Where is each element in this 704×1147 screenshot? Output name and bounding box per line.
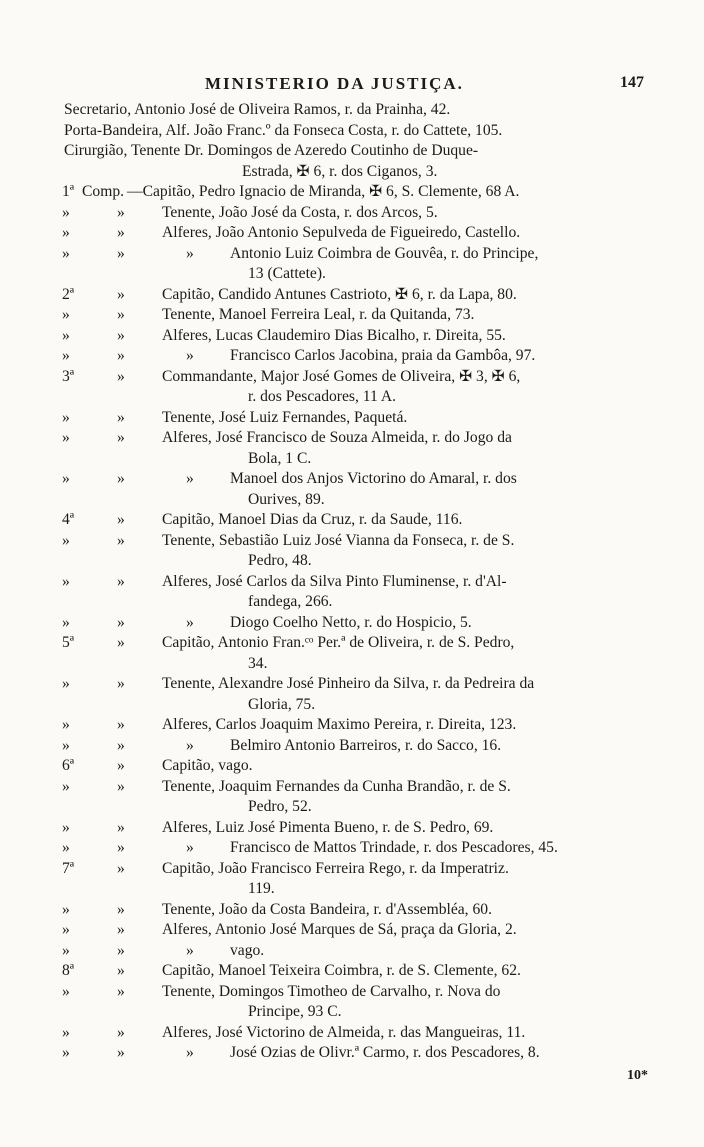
ditto-mark: Comp. bbox=[82, 183, 125, 200]
company-number: » bbox=[62, 613, 70, 631]
ditto-mark: » bbox=[117, 285, 125, 303]
ditto-mark: » bbox=[117, 962, 125, 979]
company-number: » bbox=[62, 306, 70, 323]
ditto-mark: » bbox=[117, 224, 125, 241]
entry-continuation bbox=[0, 592, 704, 613]
continuation-text: fandega, 266. bbox=[248, 593, 333, 610]
continuation-text: 34. bbox=[248, 654, 268, 672]
ditto-mark: » bbox=[117, 941, 125, 959]
entry-text: Belmiro Antonio Barreiros, r. do Sacco, 16. bbox=[230, 736, 502, 754]
entry-continuation bbox=[0, 387, 704, 408]
company-number: 1ª bbox=[62, 183, 75, 200]
entry-text: Tenente, Domingos Timotheo de Carvalho, r. Nova do bbox=[162, 982, 501, 1000]
entry-text: Alferes, Carlos Joaquim Maximo Pereira, r. Direita, 123. bbox=[162, 716, 517, 733]
ditto-mark: » bbox=[117, 921, 125, 938]
entry-text: Tenente, Joaquim Fernandes da Cunha Brandão, r. de S. bbox=[162, 777, 511, 795]
entry-text: Tenente, João José da Costa, r. dos Arcos, 5. bbox=[162, 203, 438, 221]
ditto-mark: » bbox=[117, 511, 125, 528]
ditto-mark: » bbox=[117, 634, 125, 651]
company-number: » bbox=[62, 326, 70, 344]
ditto-mark: » bbox=[117, 613, 125, 631]
entry-text: Alferes, Lucas Claudemiro Dias Bicalho, r. Direita, 55. bbox=[162, 326, 506, 344]
entry-line bbox=[0, 756, 704, 777]
running-header bbox=[0, 74, 704, 98]
entry-line bbox=[0, 428, 704, 449]
entry-line bbox=[0, 818, 704, 839]
continuation-text: Pedro, 48. bbox=[248, 552, 312, 569]
staff-text: Cirurgião, Tenente Dr. Domingos de Azeredo Coutinho de Duque- bbox=[64, 142, 479, 159]
entry-continuation bbox=[0, 264, 704, 285]
entry-line bbox=[0, 941, 704, 962]
entry-line bbox=[0, 736, 704, 757]
company-number: 7ª bbox=[62, 859, 75, 877]
staff-text: Secretario, Antonio José de Oliveira Ramos, r. da Prainha, 42. bbox=[64, 101, 451, 118]
entry-text: Tenente, Sebastião Luiz José Vianna da Fonseca, r. de S. bbox=[162, 531, 515, 549]
entry-line bbox=[0, 1023, 704, 1044]
entry-line bbox=[0, 326, 704, 347]
entry-line bbox=[0, 203, 704, 224]
entry-text: Francisco de Mattos Trindade, r. dos Pescadores, 45. bbox=[230, 839, 558, 856]
ditto-mark: » bbox=[117, 244, 125, 262]
company-number: » bbox=[62, 900, 70, 918]
signature-mark: 10* bbox=[627, 1068, 648, 1083]
entry-line bbox=[0, 613, 704, 634]
ditto-mark: » bbox=[117, 572, 125, 590]
entry-line bbox=[0, 715, 704, 736]
company-number: » bbox=[62, 716, 70, 733]
entry-continuation bbox=[0, 654, 704, 675]
entry-line bbox=[0, 1043, 704, 1064]
company-number: » bbox=[62, 941, 70, 959]
entry-line bbox=[0, 633, 704, 654]
ditto-mark: » bbox=[117, 859, 125, 877]
ditto-mark: » bbox=[117, 367, 125, 385]
entry-line bbox=[0, 367, 704, 388]
entry-text: Alferes, José Carlos da Silva Pinto Fluminense, r. d'Al- bbox=[162, 572, 507, 590]
company-number: 3ª bbox=[62, 367, 75, 385]
ditto-mark: » bbox=[186, 347, 194, 364]
entry-line bbox=[0, 859, 704, 880]
entry-continuation bbox=[0, 551, 704, 572]
ditto-mark: » bbox=[117, 818, 125, 836]
company-number: » bbox=[62, 429, 70, 446]
staff-text: Estrada, ✠ 6, r. dos Ciganos, 3. bbox=[242, 162, 438, 180]
company-number: 8ª bbox=[62, 962, 75, 979]
company-list bbox=[0, 182, 704, 1064]
company-number: » bbox=[62, 1023, 70, 1041]
ditto-mark: » bbox=[186, 470, 194, 487]
company-number: » bbox=[62, 818, 70, 836]
company-number: 6ª bbox=[62, 757, 75, 774]
company-number: » bbox=[62, 839, 70, 856]
entry-line bbox=[0, 305, 704, 326]
entry-continuation bbox=[0, 879, 704, 900]
entry-text: Capitão, Candido Antunes Castrioto, ✠ 6, r. da Lapa, 80. bbox=[162, 285, 517, 303]
staff-line bbox=[0, 162, 704, 183]
company-number: » bbox=[62, 347, 70, 364]
company-number: 2ª bbox=[62, 285, 75, 303]
ditto-mark: » bbox=[117, 531, 125, 549]
entry-line bbox=[0, 531, 704, 552]
ditto-mark: » bbox=[117, 203, 125, 221]
entry-text: Alferes, Antonio José Marques de Sá, praça da Gloria, 2. bbox=[162, 921, 517, 938]
entry-line bbox=[0, 469, 704, 490]
ditto-mark: » bbox=[117, 982, 125, 1000]
company-number: » bbox=[62, 982, 70, 1000]
entry-text: Commandante, Major José Gomes de Oliveira, ✠ 3, ✠ 6, bbox=[162, 367, 521, 385]
entry-text: Alferes, José Francisco de Souza Almeida, r. do Jogo da bbox=[162, 429, 512, 446]
entry-text: Antonio Luiz Coimbra de Gouvêa, r. do Principe, bbox=[230, 244, 539, 262]
entry-line bbox=[0, 982, 704, 1003]
ditto-mark: » bbox=[117, 736, 125, 754]
ditto-mark: » bbox=[117, 839, 125, 856]
entry-text: José Ozias de Olivr.ª Carmo, r. dos Pescadores, 8. bbox=[230, 1044, 540, 1061]
document-body bbox=[0, 100, 704, 1064]
staff-text: Porta-Bandeira, Alf. João Franc.º da Fonseca Costa, r. do Cattete, 105. bbox=[64, 121, 503, 139]
entry-line bbox=[0, 182, 704, 203]
entry-text: Tenente, Alexandre José Pinheiro da Silva, r. da Pedreira da bbox=[162, 675, 535, 692]
entry-text: Alferes, Luiz José Pimenta Bueno, r. de S. Pedro, 69. bbox=[162, 818, 494, 836]
company-number: » bbox=[62, 736, 70, 754]
ditto-mark: » bbox=[186, 941, 194, 959]
ditto-mark: » bbox=[186, 839, 194, 856]
company-number: » bbox=[62, 675, 70, 692]
entry-line bbox=[0, 572, 704, 593]
entry-text: Capitão, vago. bbox=[162, 757, 253, 774]
continuation-text: 13 (Cattete). bbox=[248, 265, 326, 282]
company-number: 5ª bbox=[62, 634, 75, 651]
ditto-mark: » bbox=[117, 777, 125, 795]
company-number: » bbox=[62, 408, 70, 426]
continuation-text: Principe, 93 C. bbox=[248, 1003, 342, 1020]
entry-line bbox=[0, 510, 704, 531]
ditto-mark: » bbox=[186, 736, 194, 754]
ditto-mark: » bbox=[117, 470, 125, 487]
entry-text: Francisco Carlos Jacobina, praia da Gambôa, 97. bbox=[230, 347, 536, 364]
page-number: 147 bbox=[620, 74, 644, 91]
entry-line bbox=[0, 408, 704, 429]
continuation-text: r. dos Pescadores, 11 A. bbox=[248, 388, 396, 405]
continuation-text: Pedro, 52. bbox=[248, 798, 312, 815]
entry-line bbox=[0, 961, 704, 982]
staff-line bbox=[0, 100, 704, 121]
ditto-mark: » bbox=[117, 1023, 125, 1041]
ditto-mark: » bbox=[186, 1044, 194, 1061]
entry-text: vago. bbox=[230, 941, 265, 959]
ditto-mark: » bbox=[117, 900, 125, 918]
ditto-mark: » bbox=[186, 244, 194, 262]
ditto-mark: » bbox=[117, 757, 125, 774]
ditto-mark: » bbox=[117, 675, 125, 692]
entry-continuation bbox=[0, 449, 704, 470]
entry-continuation bbox=[0, 797, 704, 818]
entry-text: Tenente, José Luiz Fernandes, Paquetá. bbox=[162, 408, 408, 426]
entry-continuation bbox=[0, 695, 704, 716]
entry-text: Alferes, João Antonio Sepulveda de Figueiredo, Castello. bbox=[162, 224, 521, 241]
page-title: MINISTERIO DA JUSTIÇA. bbox=[205, 74, 464, 93]
entry-continuation bbox=[0, 490, 704, 511]
company-number: » bbox=[62, 224, 70, 241]
entry-line bbox=[0, 285, 704, 306]
ditto-mark: » bbox=[186, 613, 194, 631]
entry-text: Manoel dos Anjos Victorino do Amaral, r. dos bbox=[230, 470, 517, 487]
ditto-mark: » bbox=[117, 306, 125, 323]
continuation-text: Bola, 1 C. bbox=[248, 449, 312, 467]
ditto-mark: » bbox=[117, 326, 125, 344]
entry-text: Capitão, Antonio Fran.ᶜᵒ Per.ª de Oliveira, r. de S. Pedro, bbox=[162, 634, 515, 651]
entry-text: Tenente, Manoel Ferreira Leal, r. da Quitanda, 73. bbox=[162, 306, 475, 323]
ditto-mark: » bbox=[117, 429, 125, 446]
entry-line bbox=[0, 900, 704, 921]
entry-line bbox=[0, 777, 704, 798]
entry-text: Capitão, Manoel Dias da Cruz, r. da Saude, 116. bbox=[162, 511, 463, 528]
company-number: 4ª bbox=[62, 511, 75, 528]
entry-line bbox=[0, 674, 704, 695]
company-number: » bbox=[62, 203, 70, 221]
company-number: » bbox=[62, 244, 70, 262]
company-number: » bbox=[62, 1044, 70, 1061]
ditto-mark: » bbox=[117, 716, 125, 733]
company-number: » bbox=[62, 777, 70, 795]
company-number: » bbox=[62, 531, 70, 549]
entry-line bbox=[0, 346, 704, 367]
continuation-text: Ourives, 89. bbox=[248, 490, 325, 508]
entry-text: Tenente, João da Costa Bandeira, r. d'Assembléa, 60. bbox=[162, 900, 492, 918]
company-number: » bbox=[62, 572, 70, 590]
entry-line bbox=[0, 223, 704, 244]
entry-line bbox=[0, 244, 704, 265]
continuation-text: Gloria, 75. bbox=[248, 695, 316, 713]
continuation-text: 119. bbox=[248, 880, 275, 897]
ditto-mark: » bbox=[117, 408, 125, 426]
company-number: » bbox=[62, 921, 70, 938]
ditto-mark: » bbox=[117, 1044, 125, 1061]
entry-text: Alferes, José Victorino de Almeida, r. das Mangueiras, 11. bbox=[162, 1023, 526, 1041]
entry-line bbox=[0, 838, 704, 859]
entry-text: Diogo Coelho Netto, r. do Hospicio, 5. bbox=[230, 613, 472, 631]
ditto-mark: » bbox=[117, 347, 125, 364]
staff-line bbox=[0, 121, 704, 142]
entry-text: Capitão, Manoel Teixeira Coimbra, r. de S. Clemente, 62. bbox=[162, 962, 521, 979]
entry-text: —Capitão, Pedro Ignacio de Miranda, ✠ 6, S. Clemente, 68 A. bbox=[127, 183, 520, 200]
company-number: » bbox=[62, 470, 70, 487]
entry-line bbox=[0, 920, 704, 941]
entry-continuation bbox=[0, 1002, 704, 1023]
staff-line bbox=[0, 141, 704, 162]
entry-text: Capitão, João Francisco Ferreira Rego, r. da Imperatriz. bbox=[162, 859, 509, 877]
